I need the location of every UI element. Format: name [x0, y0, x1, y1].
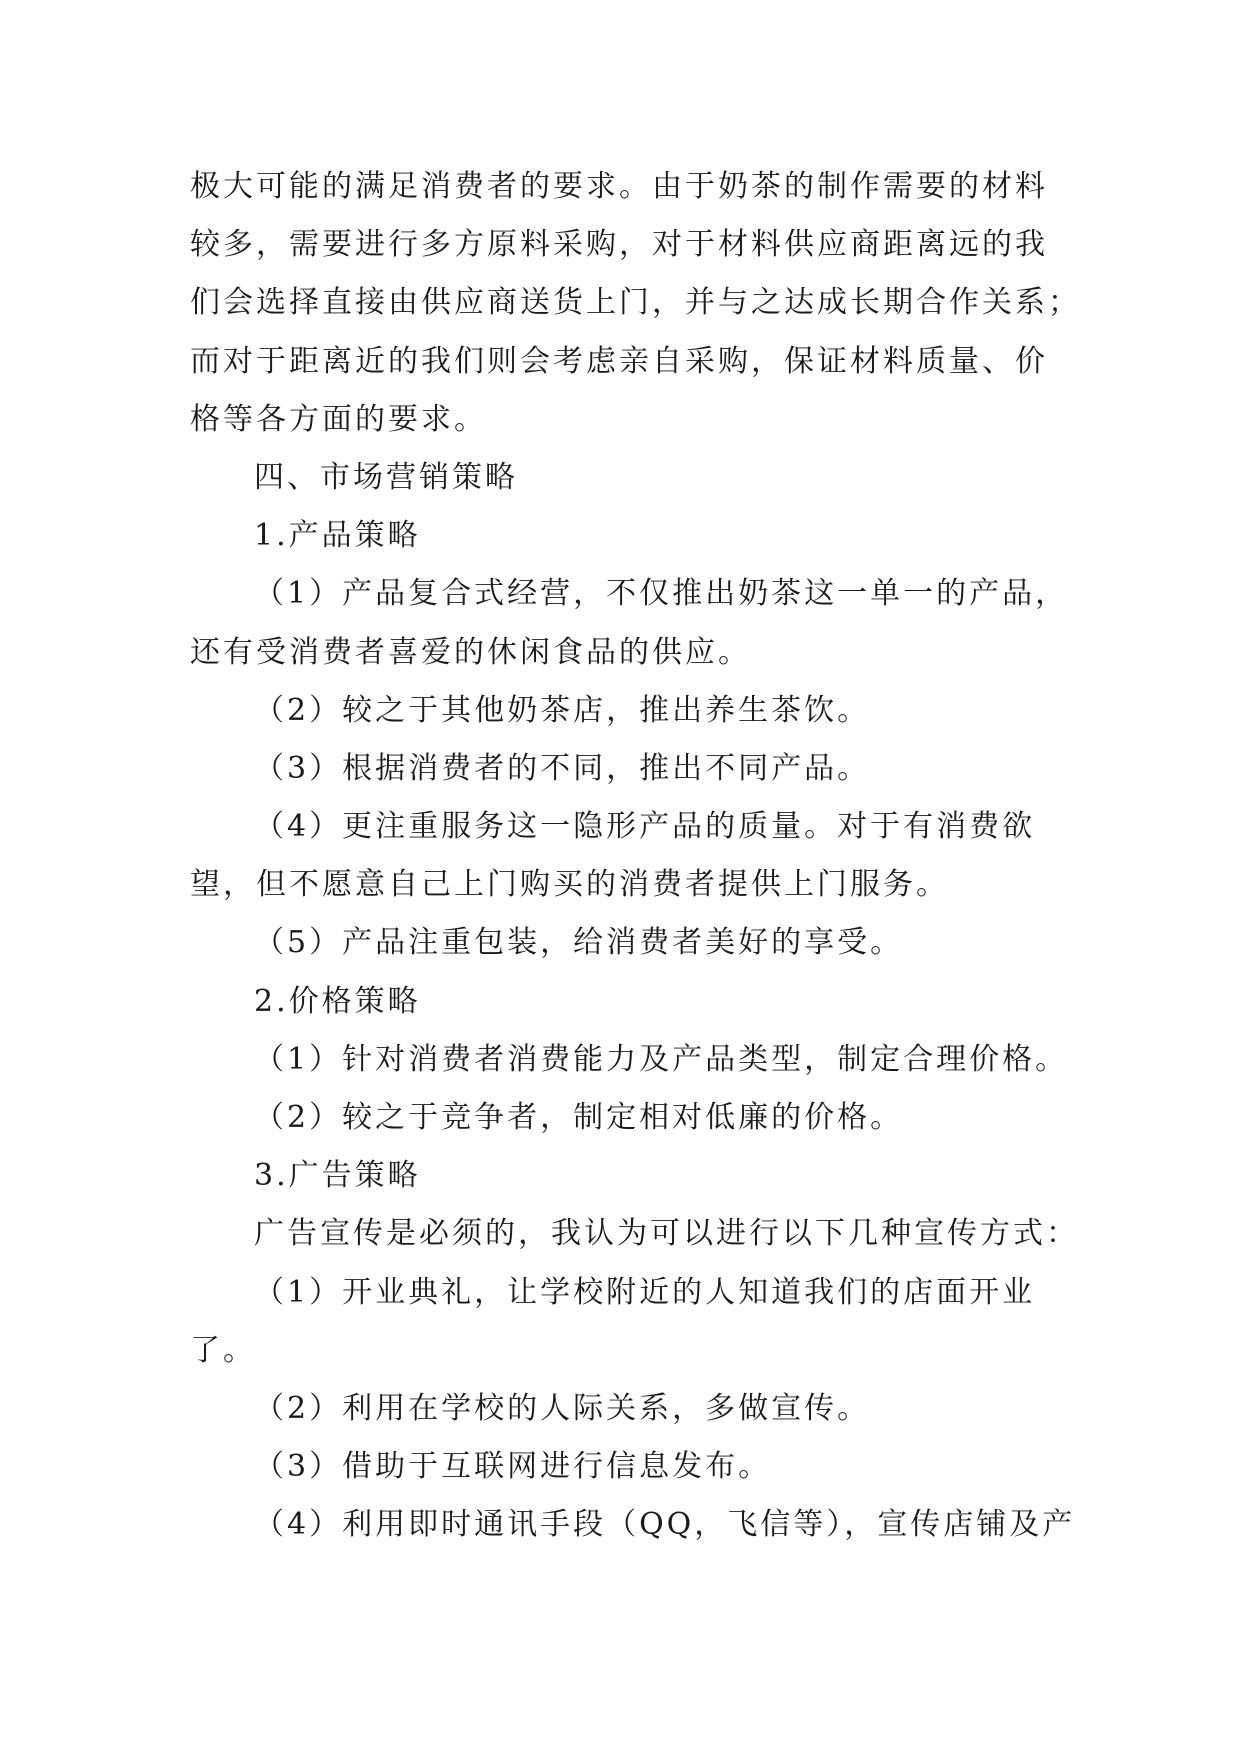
list-item: （1）产品复合式经营，不仅推出奶茶这一单一的产品， — [254, 576, 1069, 612]
subsection-heading: 1.产品策略 — [254, 518, 421, 554]
list-item: （2）较之于其他奶茶店，推出养生茶饮。 — [254, 692, 871, 728]
paragraph-line: 极大可能的满足消费者的要求。由于奶茶的制作需要的材料 — [190, 169, 1048, 204]
paragraph-line: 了。 — [190, 1332, 256, 1368]
paragraph-line: 较多，需要进行多方原料采购，对于材料供应商距离远的我 — [190, 227, 1048, 263]
paragraph-line: 广告宣传是必须的，我认为可以进行以下几种宣传方式： — [254, 1216, 1079, 1252]
subsection-heading: 2.价格策略 — [254, 983, 421, 1019]
section-heading: 四、市场营销策略 — [254, 459, 518, 495]
list-item: （1）开业典礼，让学校附近的人知道我们的店面开业 — [254, 1274, 1036, 1310]
paragraph-line: 望，但不愿意自己上门购买的消费者提供上门服务。 — [190, 867, 949, 903]
list-item: （4）更注重服务这一隐形产品的质量。对于有消费欲 — [254, 809, 1036, 845]
list-item: （1）针对消费者消费能力及产品类型，制定合理价格。 — [254, 1041, 1069, 1077]
document-body — [190, 158, 1081, 1555]
paragraph-line: 还有受消费者喜爱的休闲食品的供应。 — [190, 634, 751, 670]
paragraph-line: 们会选择直接由供应商送货上门，并与之达成长期合作关系； — [190, 285, 1081, 321]
list-item: （2）较之于竞争者，制定相对低廉的价格。 — [254, 1100, 904, 1135]
list-item: （5）产品注重包装，给消费者美好的享受。 — [254, 925, 904, 961]
list-item: （2）利用在学校的人际关系，多做宣传。 — [254, 1390, 871, 1426]
subsection-heading: 3.广告策略 — [254, 1158, 421, 1194]
list-item: （3）根据消费者的不同，推出不同产品。 — [254, 750, 871, 786]
list-item: （4）利用即时通讯手段（QQ，飞信等），宣传店铺及产 — [254, 1507, 1076, 1543]
paragraph-line: 格等各方面的要求。 — [190, 401, 487, 437]
list-item: （3）借助于互联网进行信息发布。 — [254, 1449, 772, 1485]
paragraph-line: 而对于距离近的我们则会考虑亲自采购，保证材料质量、价 — [190, 343, 1048, 379]
